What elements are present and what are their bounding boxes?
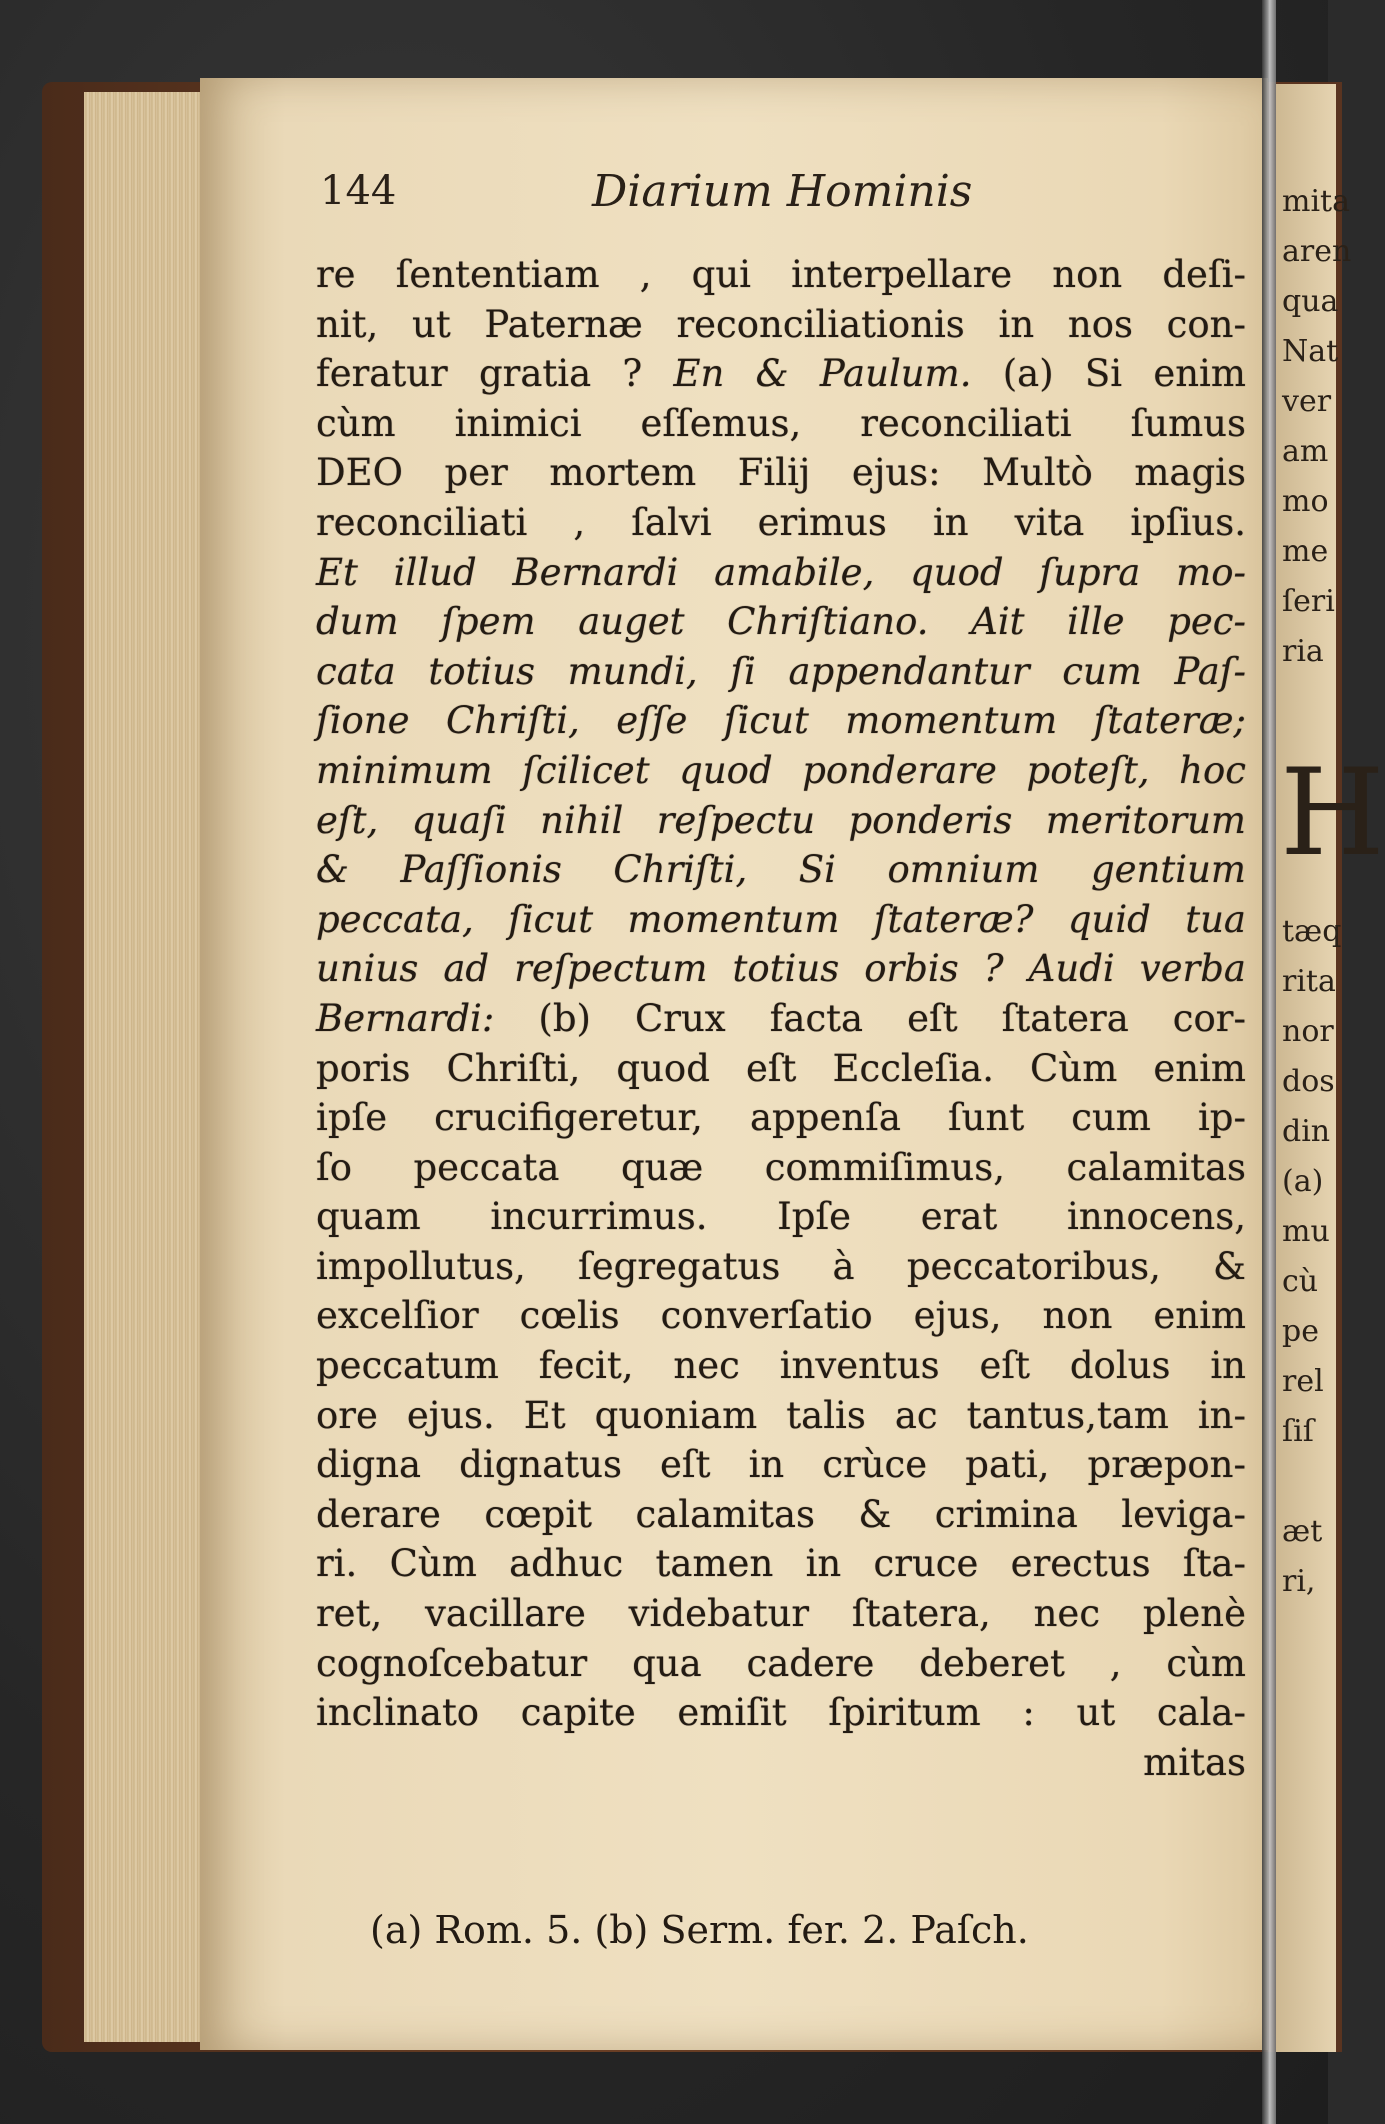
text-line <box>316 746 1246 796</box>
text-segment: feratur gratia ? <box>316 352 674 396</box>
next-page-fragment: me <box>1282 534 1329 569</box>
spine-gutter <box>1262 0 1276 2124</box>
text-segment: excelſior cœlis converſatio ejus, non enim <box>316 1294 1246 1338</box>
text-segment: ſo peccata quæ commiſimus, calamitas <box>316 1145 1246 1189</box>
next-page-fragment: cù <box>1282 1264 1319 1299</box>
text-segment: ret, vacillare videbatur ſtatera, nec plenè <box>316 1592 1246 1636</box>
next-page-fragment: rel <box>1282 1364 1324 1399</box>
next-page-fragment: mu <box>1282 1214 1330 1249</box>
text-segment: mitas <box>1143 1740 1246 1784</box>
text-segment: quam incurrimus. Ipſe erat innocens, <box>316 1195 1246 1239</box>
text-line <box>316 1391 1246 1441</box>
next-page-fragment: mo <box>1282 484 1329 519</box>
text-segment: cùm inimici eſſemus, reconciliati ſumus <box>316 401 1246 445</box>
text-line <box>316 448 1246 498</box>
text-line <box>316 944 1246 994</box>
next-page-fragment: tæq <box>1282 914 1342 949</box>
text-segment: nit, ut Paternæ reconciliationis in nos con- <box>316 302 1246 346</box>
text-line <box>316 845 1246 895</box>
text-line <box>316 1242 1246 1292</box>
text-line <box>316 399 1246 449</box>
running-title: Diarium Hominis <box>592 166 973 217</box>
text-segment: inclinato capite emiſit ſpiritum : ut cala- <box>316 1691 1246 1735</box>
next-page-fragment: Nat <box>1282 334 1339 369</box>
next-page-fragment: dos <box>1282 1064 1335 1099</box>
next-page-fragment: pe <box>1282 1314 1319 1349</box>
text-segment: minimum ſcilicet quod ponderare poteſt, hoc <box>316 748 1246 792</box>
next-page-fragment: ſeri <box>1282 584 1335 619</box>
text-segment: & Paſſionis Chriſti, Si omnium gentium <box>316 848 1246 892</box>
text-line <box>316 1490 1246 1540</box>
text-line <box>316 1143 1246 1193</box>
text-line <box>316 1440 1246 1490</box>
text-line <box>316 498 1246 548</box>
text-segment: re ſententiam , qui interpellare non deſi- <box>316 253 1246 296</box>
text-segment: Bernardi: <box>316 996 495 1040</box>
text-segment: reconciliati , ſalvi erimus in vita ipſius. <box>316 500 1246 544</box>
text-segment: ri. Cùm adhuc tamen in cruce erectus ſta- <box>316 1542 1246 1586</box>
text-line <box>316 1291 1246 1341</box>
text-line <box>316 349 1246 399</box>
text-segment: (a) Si enim <box>971 352 1246 396</box>
next-page-fragment: mita <box>1282 184 1350 219</box>
next-page-fragment: ſiſ <box>1282 1414 1314 1449</box>
next-page-fragment: (a) <box>1282 1164 1324 1199</box>
text-line <box>316 1192 1246 1242</box>
text-line <box>316 300 1246 350</box>
text-segment: (b) Crux facta eſt ſtatera cor- <box>494 996 1246 1040</box>
text-line <box>316 1093 1246 1143</box>
next-page-fragment: qua <box>1282 284 1339 319</box>
text-segment: peccata, ſicut momentum ſtateræ? quid tua <box>316 897 1246 941</box>
text-segment: ore ejus. Et quoniam talis ac tantus,tam in- <box>316 1393 1246 1437</box>
text-segment: DEO per mortem Filij ejus: Multò magis <box>316 451 1246 495</box>
text-segment: impollutus, ſegregatus à peccatoribus, & <box>316 1244 1246 1288</box>
text-segment: Et illud Bernardi amabile, quod ſupra mo- <box>316 550 1246 594</box>
body-text <box>316 250 1246 1787</box>
text-segment: digna dignatus eſt in crùce pati, præpon- <box>316 1443 1246 1487</box>
text-line <box>316 1688 1246 1738</box>
next-page-fragment: ri, <box>1282 1564 1316 1599</box>
next-page-fragment: H <box>1280 744 1385 883</box>
next-page-edge <box>1276 84 1385 2052</box>
text-line <box>316 1639 1246 1689</box>
text-line <box>316 1539 1246 1589</box>
text-line <box>316 796 1246 846</box>
next-page-fragment: rita <box>1282 964 1336 999</box>
text-line <box>316 647 1246 697</box>
page-number: 144 <box>320 168 397 214</box>
text-line <box>316 1044 1246 1094</box>
text-line <box>316 597 1246 647</box>
text-segment: dum ſpem auget Chriſtiano. Ait ille pec- <box>316 600 1246 644</box>
text-line <box>316 1341 1246 1391</box>
next-page-fragment: din <box>1282 1114 1331 1149</box>
text-line <box>316 1738 1246 1788</box>
text-segment: poris Chriſti, quod eſt Eccleſia. Cùm enim <box>316 1046 1246 1090</box>
text-segment: En & Paulum. <box>673 352 972 396</box>
text-line <box>316 895 1246 945</box>
text-segment: ipſe crucifigeretur, appenſa ſunt cum ip- <box>316 1096 1246 1140</box>
page-header <box>320 160 1000 230</box>
text-line <box>316 1589 1246 1639</box>
text-line <box>316 548 1246 598</box>
next-page-fragment: ria <box>1282 634 1324 669</box>
text-segment: unius ad reſpectum totius orbis ? Audi verba <box>316 947 1246 991</box>
text-line <box>316 250 1246 300</box>
footnote: (a) Rom. 5. (b) Serm. fer. 2. Paſch. <box>370 1908 1029 1952</box>
text-segment: derare cœpit calamitas & crimina leviga- <box>316 1492 1246 1536</box>
text-segment: peccatum fecit, nec inventus eſt dolus in <box>316 1344 1246 1388</box>
next-page-fragment: ver <box>1282 384 1332 419</box>
text-segment: cognoſcebatur qua cadere deberet , cùm <box>316 1641 1246 1685</box>
next-page-fragment: aren <box>1282 234 1352 269</box>
text-segment: eſt, quaſi nihil reſpectu ponderis meritorum <box>316 798 1246 842</box>
text-line <box>316 696 1246 746</box>
next-page-fragment: am <box>1282 434 1329 469</box>
next-page-fragment: æt <box>1282 1514 1323 1549</box>
text-segment: cata totius mundi, ſi appendantur cum Paſ- <box>316 649 1246 693</box>
text-line <box>316 994 1246 1044</box>
text-segment: ſione Chriſti, eſſe ſicut momentum ſtateræ; <box>316 699 1246 743</box>
next-page-fragment: nor <box>1282 1014 1334 1049</box>
